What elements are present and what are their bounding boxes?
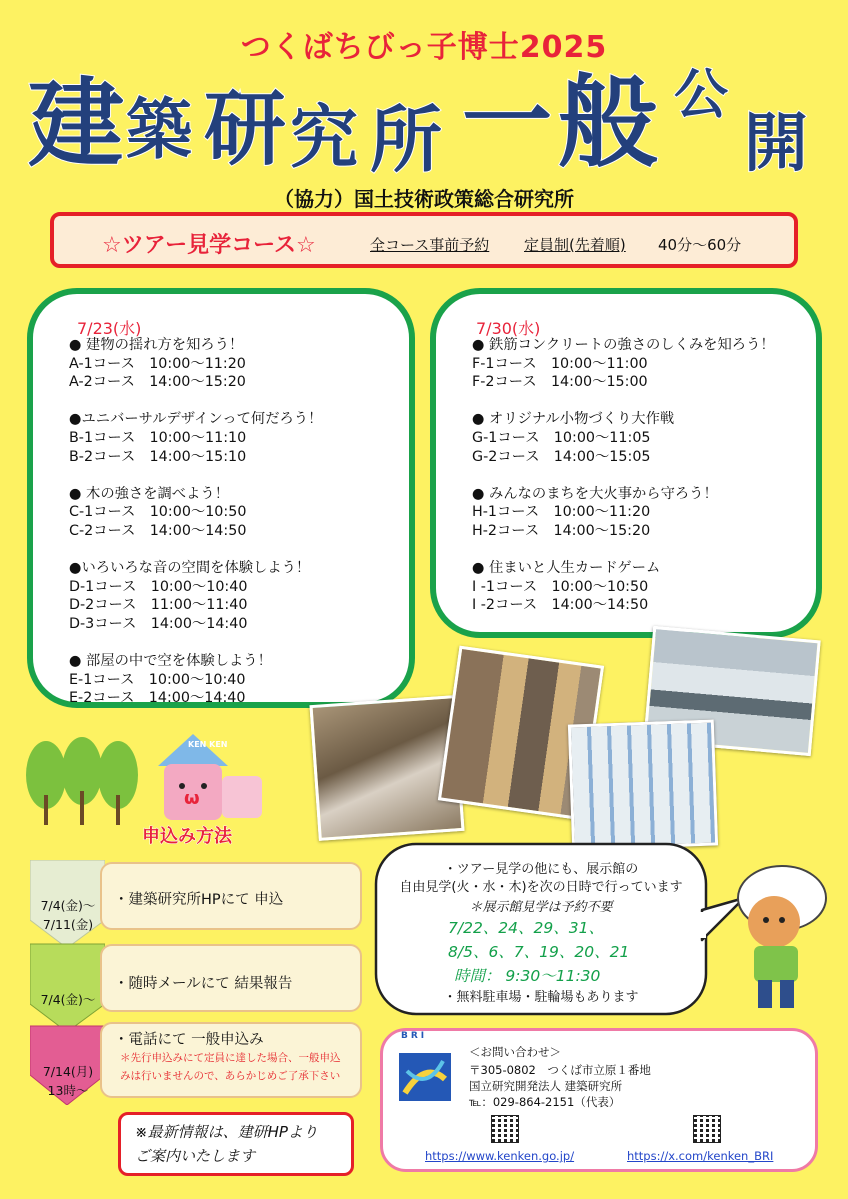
title-char: 研 bbox=[204, 82, 287, 177]
step2-date: 7/4(金)～ bbox=[40, 992, 96, 1007]
museum-line: 自由見学(火・水・木)を次の日時で行っています bbox=[399, 880, 683, 895]
photo-cards bbox=[568, 719, 718, 850]
mascot-sign: KEN KEN bbox=[188, 740, 228, 749]
schedule-date: 7/30(水) bbox=[476, 319, 541, 338]
step2-box bbox=[100, 944, 362, 1012]
title-char: 公 bbox=[674, 63, 728, 126]
spacer bbox=[472, 541, 775, 560]
course-time: F-2コース 14:00～15:00 bbox=[472, 374, 648, 391]
step1-box bbox=[100, 862, 362, 930]
tour-info-bar bbox=[50, 212, 798, 268]
worker-character-illustration bbox=[710, 858, 840, 1018]
title-char: 築 bbox=[126, 91, 192, 168]
link-website[interactable]: https://www.kenken.go.jp/ bbox=[425, 1149, 575, 1163]
course-topic: ● 建物の揺れ方を知ろう！ bbox=[69, 337, 244, 353]
spacer bbox=[472, 392, 775, 411]
step3-note: みは行いませんので、あらかじめご了承下さい bbox=[120, 1070, 341, 1082]
step-date-line: 7/11(金) bbox=[42, 917, 94, 932]
course-time: I -2コース 14:00～14:50 bbox=[472, 597, 649, 614]
spacer bbox=[69, 634, 322, 653]
title-char: 般 bbox=[558, 64, 658, 181]
step1-text: ・建築研究所HPにて 申込 bbox=[114, 892, 284, 908]
schedule-list bbox=[472, 336, 775, 615]
title-char: 一 bbox=[462, 69, 552, 174]
museum-dates: 8/5、6、7、19、20、21 bbox=[448, 943, 630, 961]
trees-illustration bbox=[24, 735, 142, 825]
course-topic: ● オリジナル小物づくり大作戦 bbox=[472, 411, 675, 428]
course-time: C-1コース 10:00～10:50 bbox=[69, 504, 247, 521]
contact-heading: ＜お問い合わせ＞ bbox=[469, 1045, 561, 1059]
course-time: G-2コース 14:00～15:05 bbox=[472, 448, 651, 465]
museum-time: 時間： 9:30～11:30 bbox=[454, 967, 601, 985]
contact-org: 国立研究開発法人 建築研究所 bbox=[469, 1079, 623, 1093]
schedule-list bbox=[69, 336, 322, 708]
course-time: E-2コース 14:00～14:40 bbox=[69, 690, 246, 707]
latest-info-box bbox=[118, 1112, 354, 1176]
spacer bbox=[472, 466, 775, 485]
bri-logo-text: BRI bbox=[401, 1031, 428, 1041]
event-subtitle: つくばちびっ子博士2025 bbox=[240, 30, 608, 65]
course-time: A-2コース 14:00～15:20 bbox=[69, 374, 246, 391]
latest-info-line: ※最新情報は、建研HPより bbox=[135, 1123, 318, 1141]
schedule-box-0730 bbox=[430, 288, 822, 638]
course-topic: ● 木の強さを調べよう！ bbox=[69, 485, 229, 502]
tour-reservation: 全コース事前予約 bbox=[370, 236, 490, 254]
step2-text: ・随時メールにて 結果報告 bbox=[114, 976, 293, 992]
museum-parking: ・無料駐車場・駐輪場もあります bbox=[443, 990, 639, 1005]
course-time: H-2コース 14:00～15:20 bbox=[472, 522, 651, 539]
step-date-line: 13時～ bbox=[47, 1083, 89, 1098]
tour-title: ☆ツアー見学コース☆ bbox=[102, 233, 316, 258]
museum-dates: 7/22、24、29、31、 bbox=[448, 919, 604, 937]
cooperation-line: （協力）国土技術政策総合研究所 bbox=[274, 187, 574, 211]
course-time: D-3コース 14:00～14:40 bbox=[69, 615, 248, 632]
course-time: H-1コース 10:00～11:20 bbox=[472, 504, 651, 521]
step1-date bbox=[34, 896, 102, 934]
course-time: C-2コース 14:00～14:50 bbox=[69, 522, 247, 539]
bri-logo bbox=[397, 1041, 453, 1103]
course-time: D-2コース 11:00～11:40 bbox=[69, 597, 248, 614]
museum-line: ＊展示館見学は予約不要 bbox=[469, 900, 613, 915]
step3-note: ＊先行申込みにて定員に達した場合、一般申込 bbox=[120, 1052, 341, 1064]
title-char: 建 bbox=[28, 68, 124, 180]
title-char: 開 bbox=[744, 107, 808, 181]
course-time: E-1コース 10:00～10:40 bbox=[69, 671, 246, 688]
course-time: I -1コース 10:00～10:50 bbox=[472, 578, 649, 595]
spacer bbox=[69, 541, 322, 560]
contact-address: 〒305-0802 つくば市立原１番地 bbox=[469, 1063, 651, 1077]
course-time: G-1コース 10:00～11:05 bbox=[472, 429, 651, 446]
step3-text: ・電話にて 一般申込み bbox=[114, 1032, 264, 1048]
course-time: B-2コース 14:00～15:10 bbox=[69, 448, 247, 465]
museum-info bbox=[378, 856, 704, 1006]
latest-info-line: ご案内いたします bbox=[135, 1147, 256, 1165]
course-topic: ●いろいろな音の空間を体験しよう！ bbox=[69, 560, 311, 577]
course-topic: ● 部屋の中で空を体験しよう！ bbox=[69, 653, 272, 670]
course-topic: ● 鉄筋コンクリートの強さのしくみを知ろう！ bbox=[472, 337, 775, 353]
kenken-mascot bbox=[148, 726, 268, 826]
step3-date bbox=[34, 1062, 102, 1100]
contact-tel: ℡：029-864-2151（代表） bbox=[469, 1095, 621, 1109]
tour-capacity: 定員制(先着順) bbox=[524, 236, 626, 254]
title-char: 所 bbox=[370, 98, 443, 182]
qr-code-website[interactable] bbox=[491, 1115, 519, 1143]
spacer bbox=[69, 392, 322, 411]
spacer bbox=[69, 466, 322, 485]
step3-box bbox=[100, 1022, 362, 1098]
step-date-line: 7/4(金)～ bbox=[40, 898, 96, 913]
contact-box bbox=[380, 1028, 818, 1172]
course-time: A-1コース 10:00～11:20 bbox=[69, 355, 246, 372]
mascot-face: ω bbox=[184, 788, 200, 809]
schedule-date: 7/23(水) bbox=[77, 319, 142, 338]
schedule-box-0723 bbox=[27, 288, 415, 708]
course-topic: ● みんなのまちを大火事から守ろう！ bbox=[472, 485, 718, 502]
course-time: B-1コース 10:00～11:10 bbox=[69, 429, 247, 446]
course-topic: ●ユニバーサルデザインって何だろう！ bbox=[69, 411, 323, 428]
museum-line: ・ツアー見学の他にも、展示館の bbox=[443, 862, 639, 877]
course-topic: ● 住まいと人生カードゲーム bbox=[472, 560, 661, 577]
title-char: 究 bbox=[290, 99, 359, 178]
tour-duration: 40分～60分 bbox=[658, 236, 742, 254]
step-date-line: 7/14(月) bbox=[42, 1064, 94, 1079]
course-time: D-1コース 10:00～10:40 bbox=[69, 578, 248, 595]
course-time: F-1コース 10:00～11:00 bbox=[472, 355, 648, 372]
qr-code-x[interactable] bbox=[693, 1115, 721, 1143]
apply-heading: 申込み方法 bbox=[142, 826, 232, 847]
link-x[interactable]: https://x.com/kenken_BRI bbox=[627, 1149, 774, 1163]
page-title bbox=[28, 48, 828, 182]
